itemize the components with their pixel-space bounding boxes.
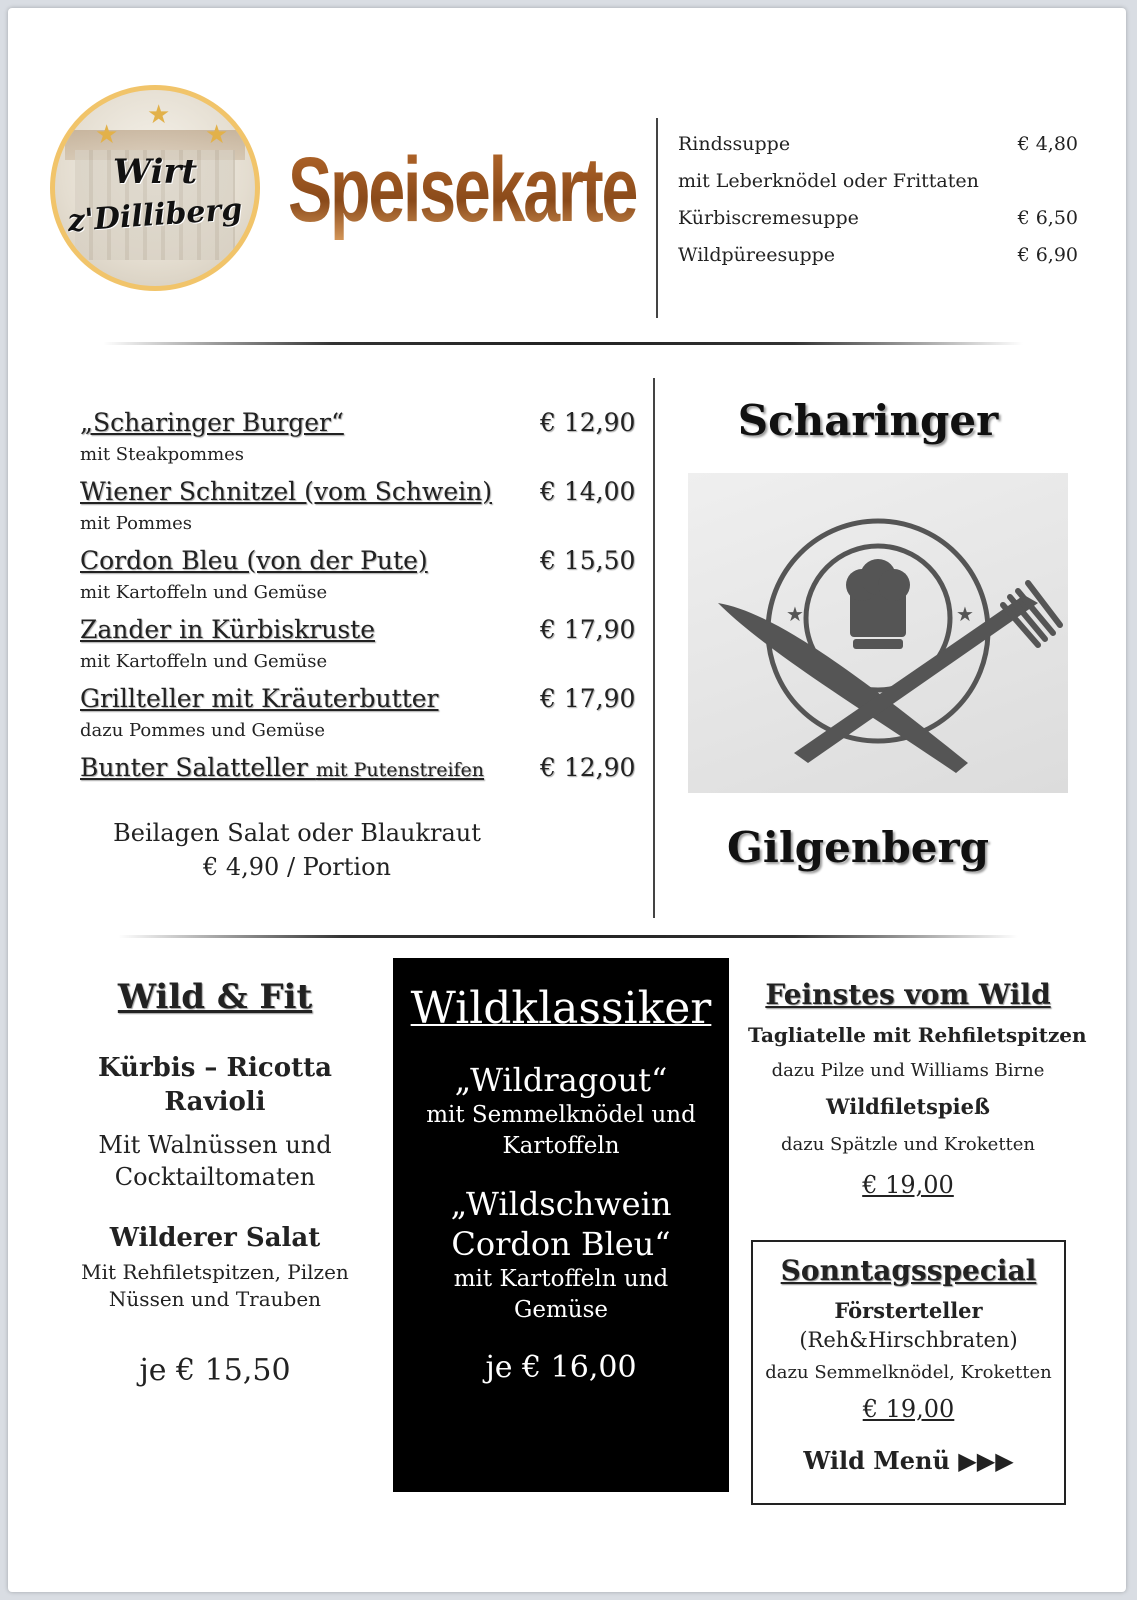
dish-price: € 12,90 [540, 753, 636, 782]
soup-name: Kürbiscremesuppe [678, 207, 859, 229]
logo-text-line1: Wirt [112, 152, 198, 192]
dish-price: € 14,00 [540, 477, 636, 506]
main-dish-list [80, 408, 650, 822]
dish-description: dazu Semmelknödel, Kroketten [765, 1362, 1052, 1383]
soup-item [678, 133, 1078, 170]
dish-description: mit Semmelknödel und [426, 1102, 696, 1128]
section-heading: Sonntagsspecial [780, 1254, 1037, 1287]
dish-description: mit Kartoffeln und [453, 1266, 669, 1292]
section-heading: Wild & Fit [117, 977, 313, 1017]
soup-item [678, 207, 1078, 244]
dish-name: Försterteller [834, 1298, 983, 1323]
section-price: € 19,00 [862, 1171, 954, 1199]
main-dish-item [80, 477, 650, 546]
dish-price: € 17,90 [540, 615, 636, 644]
dish-name: Ravioli [164, 1087, 266, 1117]
dish-name-text: Bunter Salatteller [80, 753, 316, 782]
dish-description: Kartoffeln [502, 1133, 620, 1159]
soup-price: € 6,50 [1017, 207, 1078, 229]
logo-text-line2: z'Dilliberg [66, 191, 244, 240]
section-price: € 19,00 [862, 1395, 955, 1423]
section-divider [103, 342, 1023, 345]
star-icon: ★ [205, 120, 229, 150]
wild-fit-section [70, 973, 360, 1391]
soup-name: Wildpüreesuppe [678, 244, 836, 266]
dish-description: Cocktailtomaten [114, 1163, 316, 1191]
restaurant-logo [50, 85, 260, 291]
star-icon: ★ [95, 120, 119, 150]
main-dish-item [80, 684, 650, 753]
brand-bottom-text: Gilgenberg [727, 823, 989, 872]
dish-description: Nüssen und Trauben [108, 1287, 322, 1311]
dish-description: dazu Pilze und Williams Birne [771, 1060, 1045, 1081]
dish-name: „Wildschwein [450, 1185, 672, 1223]
dish-name: Tagliatelle mit Rehfiletspitzen [748, 1023, 1087, 1047]
dish-name: Wildfiletspieß [826, 1094, 990, 1119]
dish-inline-description: mit Putenstreifen [315, 759, 485, 781]
dish-description: mit Kartoffeln und Gemüse [80, 582, 328, 603]
dish-description: Gemüse [513, 1297, 609, 1323]
dish-description: dazu Pommes und Gemüse [80, 720, 326, 741]
wildklassiker-section [393, 958, 729, 1492]
dish-price: € 17,90 [540, 684, 636, 713]
section-price: je € 16,00 [485, 1350, 637, 1385]
dish-description: Mit Rehfiletspitzen, Pilzen [81, 1260, 349, 1284]
soup-price: € 4,80 [1017, 133, 1078, 155]
dish-name: Cordon Bleu“ [451, 1225, 671, 1263]
dish-name: „Wildragout“ [454, 1061, 668, 1099]
side-dishes-line: Beilagen Salat oder Blaukraut [113, 819, 481, 847]
star-icon: ★ [147, 100, 171, 130]
page-title: Speisekarte [288, 139, 637, 241]
svg-text:★: ★ [956, 602, 974, 626]
soup-name: Rindssuppe [678, 133, 791, 155]
dish-description: mit Kartoffeln und Gemüse [80, 651, 328, 672]
soup-price: € 6,90 [1017, 244, 1078, 266]
dish-name: Zander in Kürbiskruste [80, 615, 375, 644]
svg-text:★: ★ [786, 602, 804, 626]
dish-description: mit Pommes [80, 513, 193, 534]
section-divider [118, 935, 1018, 938]
soup-name: mit Leberknödel oder Frittaten [678, 170, 979, 192]
main-dish-item [80, 615, 650, 684]
cutlery-logo-graphic [688, 473, 1068, 793]
dish-name: Wilderer Salat [109, 1223, 321, 1253]
header-divider [656, 118, 658, 318]
soup-list [678, 133, 1078, 281]
main-dish-item [80, 408, 650, 477]
soup-item [678, 244, 1078, 281]
menu-page [8, 8, 1126, 1592]
brand-top-text: Scharinger [737, 396, 999, 445]
section-heading: Wildklassiker [410, 983, 712, 1034]
main-dish-item [80, 753, 650, 822]
dish-name: Wiener Schnitzel (vom Schwein) [80, 477, 492, 506]
section-heading: Feinstes vom Wild [765, 978, 1051, 1011]
dish-name: Grillteller mit Kräuterbutter [80, 684, 439, 713]
dish-description: dazu Spätzle und Kroketten [780, 1134, 1036, 1155]
side-dishes-price: € 4,90 / Portion [202, 853, 391, 881]
dish-name: Cordon Bleu (von der Pute) [80, 546, 428, 575]
sonntag-section [751, 1240, 1066, 1505]
main-dish-item [80, 546, 650, 615]
dish-price: € 15,50 [540, 546, 636, 575]
side-dishes-note [12, 816, 582, 884]
soup-item [678, 170, 1078, 207]
dish-name: „Scharinger Burger“ [80, 408, 344, 437]
dish-subtitle: (Reh&Hirschbraten) [799, 1328, 1018, 1352]
middle-divider [653, 378, 655, 918]
dish-price: € 12,90 [540, 408, 636, 437]
brand-image [688, 473, 1068, 793]
dish-description: Mit Walnüssen und [98, 1131, 332, 1159]
dish-name: Kürbis – Ricotta [98, 1053, 332, 1083]
dish-description: mit Steakpommes [80, 444, 245, 465]
dish-name [80, 753, 484, 782]
wild-menu-link[interactable]: Wild Menü ▶▶▶ [803, 1446, 1014, 1475]
feinstes-section [748, 976, 1087, 1202]
section-price: je € 15,50 [139, 1353, 291, 1388]
